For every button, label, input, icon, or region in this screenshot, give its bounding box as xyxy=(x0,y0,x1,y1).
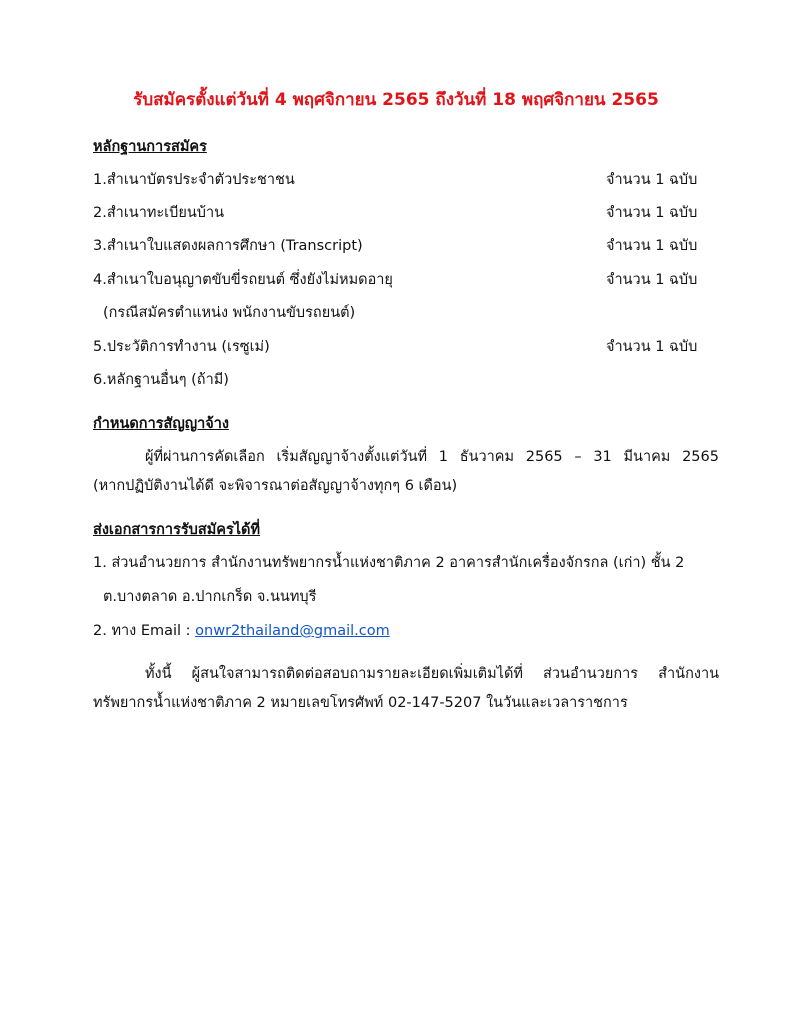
contact-line-2: ทรัพยากรน้ำแห่งชาติภาค 2 หมายเลขโทรศัพท์ 02-147-5207 ในวันและเวลาราชการ xyxy=(93,695,628,711)
submit-item-2 xyxy=(93,619,390,642)
evidence-item-4-note: (กรณีสมัครตำแหน่ง พนักงานขับรถยนต์) xyxy=(103,305,356,321)
contract-line-2: (หากปฏิบัติงานได้ดี จะพิจารณาต่อสัญญาจ้างทุกๆ 6 เดือน) xyxy=(93,478,458,494)
submit-item-1-address: ต.บางตลาด อ.ปากเกร็ด จ.นนทบุรี xyxy=(103,589,317,605)
evidence-item-2-qty: จำนวน 1 ฉบับ xyxy=(606,205,698,221)
submit-item-1: 1. ส่วนอำนวยการ สำนักงานทรัพยากรน้ำแห่งชาติภาค 2 อาคารสำนักเครื่องจักรกล (เก่า) ชั้น 2 xyxy=(93,555,685,571)
evidence-item-3-qty: จำนวน 1 ฉบับ xyxy=(606,238,698,254)
evidence-item-4-qty: จำนวน 1 ฉบับ xyxy=(606,272,698,288)
submit-item-2-prefix: 2. ทาง Email : xyxy=(93,623,196,639)
evidence-item-1: 1.สำเนาบัตรประจำตัวประชาชน xyxy=(93,172,295,188)
contract-heading: กำหนดการสัญญาจ้าง xyxy=(93,416,229,432)
evidence-item-5: 5.ประวัติการทำงาน (เรซูเม่) xyxy=(93,339,270,355)
evidence-item-6: 6.หลักฐานอื่นๆ (ถ้ามี) xyxy=(93,372,229,388)
evidence-item-2: 2.สำเนาทะเบียนบ้าน xyxy=(93,205,225,221)
evidence-item-4: 4.สำเนาใบอนุญาตขับขี่รถยนต์ ซึ่งยังไม่หมดอายุ xyxy=(93,272,393,288)
contact-line-1: ทั้งนี้ ผู้สนใจสามารถติดต่อสอบถามรายละเอียดเพิ่มเติมได้ที่ ส่วนอำนวยการ สำนักงาน xyxy=(145,666,719,682)
evidence-item-1-qty: จำนวน 1 ฉบับ xyxy=(606,172,698,188)
evidence-item-5-qty: จำนวน 1 ฉบับ xyxy=(606,339,698,355)
evidence-item-3: 3.สำเนาใบแสดงผลการศึกษา (Transcript) xyxy=(93,238,363,254)
evidence-heading: หลักฐานการสมัคร xyxy=(93,139,207,155)
submit-heading: ส่งเอกสารการรับสมัครได้ที่ xyxy=(93,522,261,538)
email-link[interactable]: onwr2thailand@gmail.com xyxy=(195,623,390,639)
application-period-title: รับสมัครตั้งแต่วันที่ 4 พฤศจิกายน 2565 ถึงวันที่ 18 พฤศจิกายน 2565 xyxy=(133,90,659,110)
contract-line-1: ผู้ที่ผ่านการคัดเลือก เริ่มสัญญาจ้างตั้งแต่วันที่ 1 ธันวาคม 2565 – 31 มีนาคม 2565 xyxy=(145,449,719,465)
